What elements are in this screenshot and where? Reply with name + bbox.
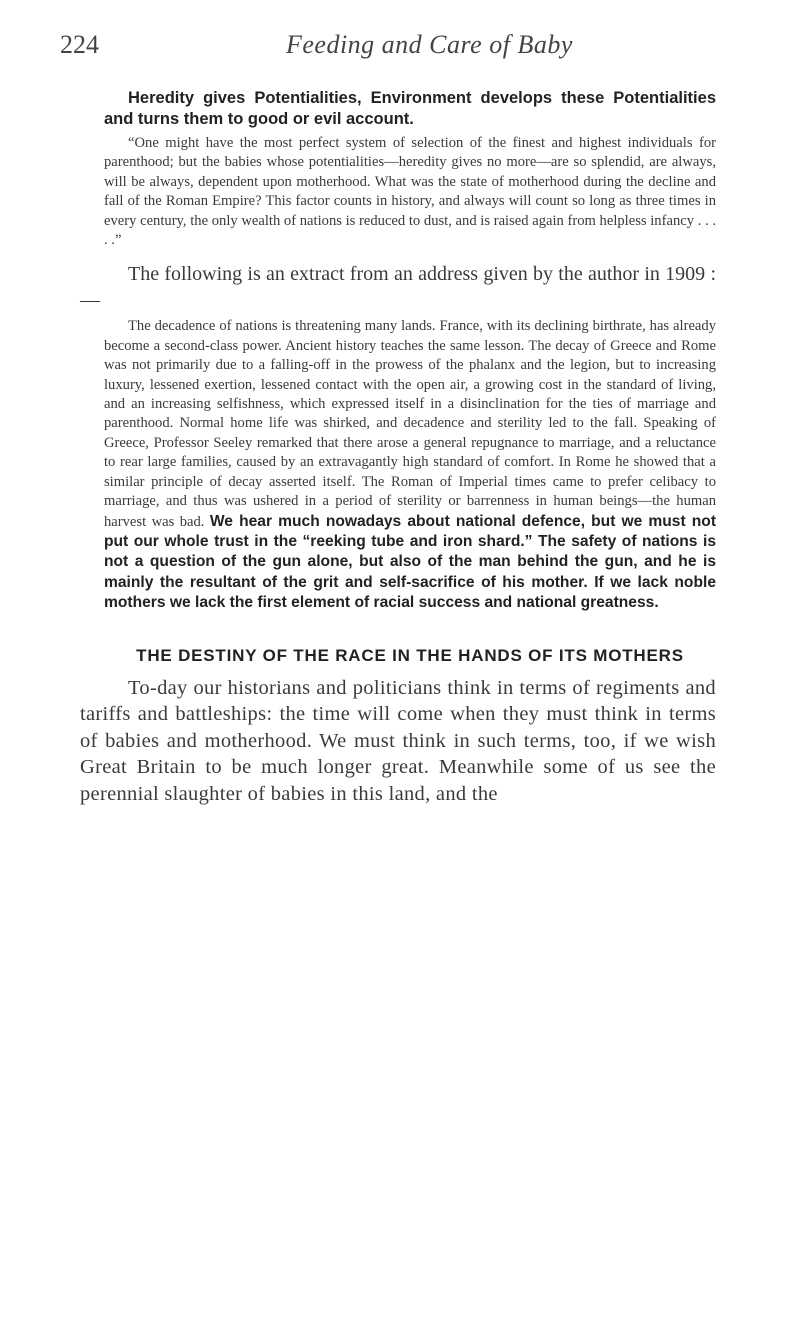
address-extract-emphasis: We hear much nowadays about national defence, but we must not put our whole trust in the “reeking tube and iron shard.” The safety of nations is not a question of the gun alone, but also of the man behind the gun, and he is mainly the resultant of the grit and self-sacrifice of his mother. If we lack noble mothers we lack the first element of racial success and national greatness.: [104, 512, 717, 612]
address-extract-text: The decadence of nations is threatening many lands. France, with its declining birthrate, has already become a second-class power. Ancient history teaches the same lesson. The decay of Greece and Rome was not primarily due to a falling-off in the prowess of the phalanx and the legion, but to increasing luxury, lessened exertion, lessened contact with the open air, a growing cost in the standard of living, and an increasing selfishness, which expressed itself in a disinclination for the ties of marriage and parenthood. Normal home life was shirked, and decadence and sterility led to the fall. Speaking of Greece, Professor Seeley remarked that there arose a general repugnance to marriage, and a reluctance to rear large families, caused by an extravagantly high standard of comfort. In Rome he showed that a similar principle of decay asserted itself. The Roman of Imperial times came to prefer celibacy to marriage, and thus was ushered in a period of sterility or barrenness in human beings—the human harvest was bad.: [104, 318, 716, 530]
heredity-statement: Heredity gives Potentialities, Environment develops these Potentialities and turns them to good or evil account.: [104, 89, 716, 128]
body-paragraph: To-day our historians and politicians think in terms of regiments and tariffs and battleships: the time will come when they must think in terms of babies and motherhood. We must think in such terms, too, if we wish Great Britain to be much longer great. Meanwhile some of us see the perennial slaughter of babies in this land, and the: [80, 676, 716, 805]
book-title: Feeding and Care of Baby: [286, 30, 573, 59]
page-content: [80, 88, 717, 807]
page-number: 224: [60, 30, 99, 59]
section-heading: THE DESTINY OF THE RACE IN THE HANDS OF ITS MOTHERS: [136, 645, 684, 665]
quotation-paragraph: “One might have the most perfect system of selection of the finest and highest individuals for parenthood; but the babies whose potentialities—heredity gives no more—are so splendid, are always, will be always, dependent upon motherhood. What was the state of motherhood during the decline and fall of the Roman Empire? This factor counts in history, and always will count so long as three times in every century, the only wealth of nations is reduced to dust, and is raised again from helpless infancy . . . . .”: [104, 135, 716, 249]
running-head: [60, 30, 740, 70]
address-extract: [104, 317, 716, 613]
address-introduction: The following is an extract from an address given by the author in 1909 :—: [80, 263, 716, 311]
